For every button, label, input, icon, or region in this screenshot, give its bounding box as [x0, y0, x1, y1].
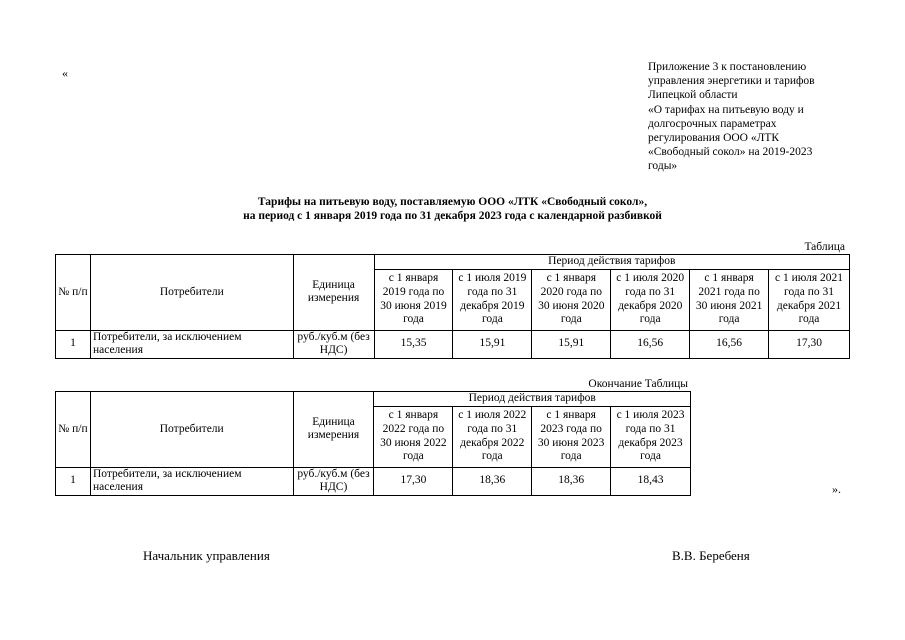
header-num: № п/п: [56, 255, 91, 331]
table2-caption: Окончание Таблицы: [588, 378, 688, 390]
period-header: с 1 января 2023 года по 30 июня 2023 года: [532, 406, 611, 467]
header-unit: Единица измерения: [293, 392, 374, 468]
row-num: 1: [56, 330, 91, 358]
tariff-value: 18,36: [453, 467, 532, 495]
tariff-value: 17,30: [769, 330, 850, 358]
tariff-value: 18,43: [611, 467, 691, 495]
row-consumer: Потребители, за исключением населения: [90, 467, 293, 495]
header-consumers: Потребители: [90, 392, 293, 468]
tariff-value: 16,56: [611, 330, 690, 358]
document-title: [0, 195, 905, 223]
tariff-value: 15,35: [374, 330, 453, 358]
row-consumer: Потребители, за исключением населения: [90, 330, 293, 358]
period-header: с 1 января 2022 года по 30 июня 2022 года: [374, 406, 453, 467]
tariff-value: 15,91: [532, 330, 611, 358]
appendix-line: «Свободный сокол» на 2019-2023: [648, 146, 813, 159]
appendix-line: управления энергетики и тарифов: [648, 75, 815, 88]
period-header: с 1 января 2019 года по 30 июня 2019 года: [374, 269, 453, 330]
period-header: с 1 января 2020 года по 30 июня 2020 года: [532, 269, 611, 330]
period-header: с 1 июля 2019 года по 31 декабря 2019 года: [453, 269, 532, 330]
appendix-line: «О тарифах на питьевую воду и: [648, 103, 804, 116]
period-header: с 1 января 2021 года по 30 июня 2021 года: [690, 269, 769, 330]
tariff-table-2: [55, 391, 691, 496]
appendix-line: Приложение 3 к постановлению: [648, 61, 807, 73]
signature-title: Начальник управления: [143, 548, 270, 563]
appendix-line: Липецкой области: [648, 89, 738, 102]
tariff-value: 17,30: [374, 467, 453, 495]
table-row: [56, 467, 691, 495]
tariff-value: 16,56: [690, 330, 769, 358]
row-num: 1: [56, 467, 91, 495]
period-header: с 1 июля 2020 года по 31 декабря 2020 года: [611, 269, 690, 330]
header-period: Период действия тарифов: [374, 392, 691, 407]
period-header: с 1 июля 2022 года по 31 декабря 2022 года: [453, 406, 532, 467]
closing-quote: ».: [832, 482, 841, 496]
opening-quote: «: [62, 66, 68, 80]
appendix-line: годы»: [648, 160, 678, 173]
period-header: с 1 июля 2023 года по 31 декабря 2023 года: [611, 406, 691, 467]
tariff-value: 18,36: [532, 467, 611, 495]
table-row: [56, 330, 850, 358]
header-period: Период действия тарифов: [374, 255, 849, 270]
title-line-2: на период с 1 января 2019 года по 31 декабря 2023 года с календарной разбивкой: [243, 210, 662, 222]
period-header: с 1 июля 2021 года по 31 декабря 2021 года: [769, 269, 850, 330]
tariff-value: 15,91: [453, 330, 532, 358]
header-unit: Единица измерения: [293, 255, 374, 331]
header-num: № п/п: [56, 392, 91, 468]
header-consumers: Потребители: [90, 255, 293, 331]
title-line-1: Тарифы на питьевую воду, поставляемую ООО «ЛТК «Свободный сокол»,: [257, 196, 648, 208]
row-unit: руб./куб.м (без НДС): [293, 467, 374, 495]
table1-caption: Таблица: [804, 241, 845, 253]
signature-name: В.В. Беребеня: [672, 548, 750, 563]
row-unit: руб./куб.м (без НДС): [293, 330, 374, 358]
appendix-line: регулирования ООО «ЛТК: [648, 132, 780, 145]
appendix-reference: [648, 60, 858, 174]
appendix-line: долгосрочных параметрах: [648, 117, 777, 130]
tariff-table-1: [55, 254, 850, 359]
